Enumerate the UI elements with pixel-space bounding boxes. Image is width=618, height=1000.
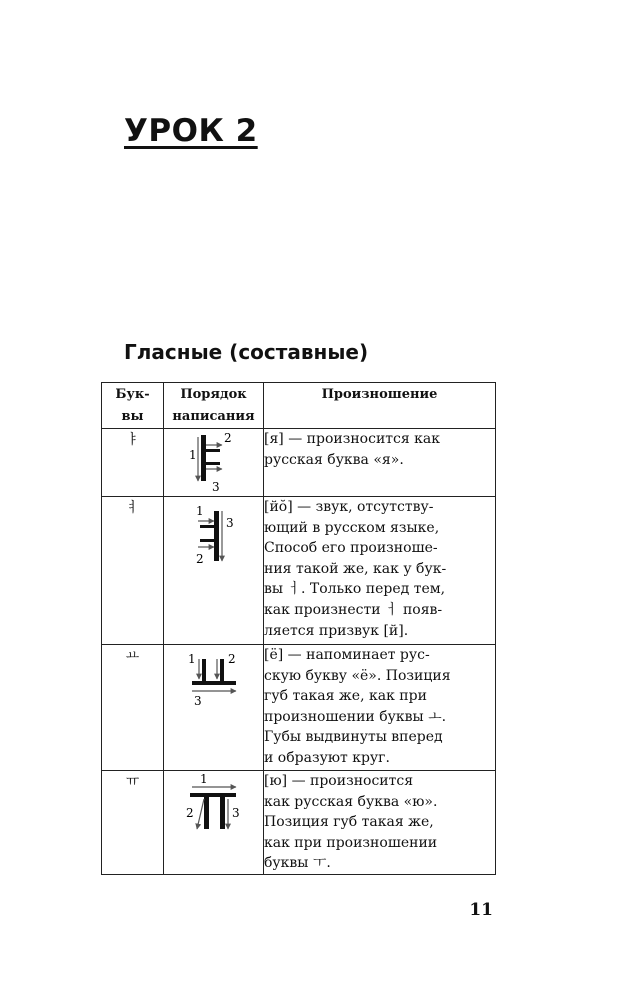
stroke-order-ya-diagram [164, 429, 264, 495]
pronunciation-cell [264, 645, 496, 771]
pronunciation-line: как произнести ㅓ появ- [264, 601, 443, 618]
header-order [164, 383, 264, 429]
pronunciation-line: как при произношении [264, 834, 438, 851]
stroke-number: 1 [200, 772, 208, 786]
stroke-order-yeo-diagram [164, 497, 264, 587]
stroke-shape [202, 659, 206, 681]
stroke-number: 1 [196, 504, 204, 518]
stroke-order-yu-diagram [164, 771, 264, 841]
pronunciation-line: и образуют круг. [264, 749, 390, 766]
pronunciation-line: [ю] — произносится [264, 773, 414, 789]
pronunciation-line: скую букву «ё». Позиция [264, 667, 451, 684]
pronunciation-line: [ё] — напоминает рус- [264, 647, 430, 663]
pronunciation-line: вы ㅓ. Только перед тем, [264, 581, 446, 598]
stroke-number: 2 [186, 806, 194, 820]
vowel-letter: ㅕ [102, 497, 164, 645]
stroke-number: 2 [196, 552, 204, 566]
stroke-number: 3 [232, 806, 240, 820]
header-letters-line: вы [121, 409, 144, 424]
pronunciation-cell [264, 429, 496, 497]
pronunciation-line: Позиция губ такая же, [264, 814, 434, 831]
header-letters-line: Бук- [115, 387, 150, 402]
table-row [102, 771, 496, 875]
header-order-line: Порядок [180, 387, 247, 402]
pronunciation-line: Способ его произноше- [264, 540, 438, 557]
stroke-order-yo-diagram [164, 645, 264, 715]
stroke-shape [220, 659, 224, 681]
stroke-order-diagram [164, 645, 264, 771]
vowels-table [101, 382, 496, 875]
table-row [102, 429, 496, 497]
stroke-number: 2 [228, 652, 236, 666]
vowel-letter: ㅑ [102, 429, 164, 497]
table-row [102, 497, 496, 645]
stroke-order-diagram [164, 497, 264, 645]
pronunciation-line: как русская буква «ю». [264, 793, 438, 810]
section-title: Гласные (составные) [124, 340, 369, 364]
table-row [102, 645, 496, 771]
stroke-number: 3 [212, 480, 220, 494]
stroke-order-diagram [164, 771, 264, 875]
stroke-shape [206, 462, 220, 465]
table-header-row [102, 383, 496, 429]
stroke-shape [200, 525, 214, 528]
pronunciation-line: ющий в русском языке, [264, 519, 440, 536]
stroke-shape [206, 449, 220, 452]
stroke-shape [192, 681, 236, 685]
pronunciation-cell [264, 497, 496, 645]
stroke-shape [204, 797, 209, 829]
pronunciation-line: губ такая же, как при [264, 688, 427, 705]
header-letters [102, 383, 164, 429]
pronunciation-line: буквы ㅜ. [264, 855, 331, 872]
pronunciation-line: ляется призвук [й]. [264, 622, 409, 639]
header-pronunciation-label: Произношение [321, 387, 438, 402]
stroke-shape [200, 539, 214, 542]
stroke-shape [190, 793, 236, 797]
stroke-number: 2 [224, 431, 232, 445]
stroke-number: 1 [189, 448, 197, 462]
pronunciation-line: ния такой же, как у бук- [264, 560, 447, 577]
pronunciation-line: Губы выдвинуты вперед [264, 729, 443, 746]
pronunciation-line: произношении буквы ㅗ. [264, 708, 447, 725]
pronunciation-line: [йŏ] — звук, отсутству- [264, 499, 434, 515]
stroke-order-diagram [164, 429, 264, 497]
page-number: 11 [469, 900, 493, 920]
pronunciation-line: русская буква «я». [264, 451, 404, 468]
vowel-letter: ㅛ [102, 645, 164, 771]
pronunciation-line: [я] — произносится как [264, 431, 440, 447]
stroke-arrow [197, 799, 204, 829]
stroke-number: 3 [194, 694, 202, 708]
pronunciation-cell [264, 771, 496, 875]
stroke-shape [201, 435, 206, 481]
lesson-title: УРОК 2 [124, 113, 258, 149]
stroke-shape [214, 511, 219, 561]
stroke-number: 3 [226, 516, 234, 530]
header-order-line: написания [172, 409, 255, 424]
stroke-shape [220, 797, 225, 829]
stroke-number: 1 [188, 652, 196, 666]
header-pronunciation [264, 383, 496, 429]
vowel-letter: ㅠ [102, 771, 164, 875]
